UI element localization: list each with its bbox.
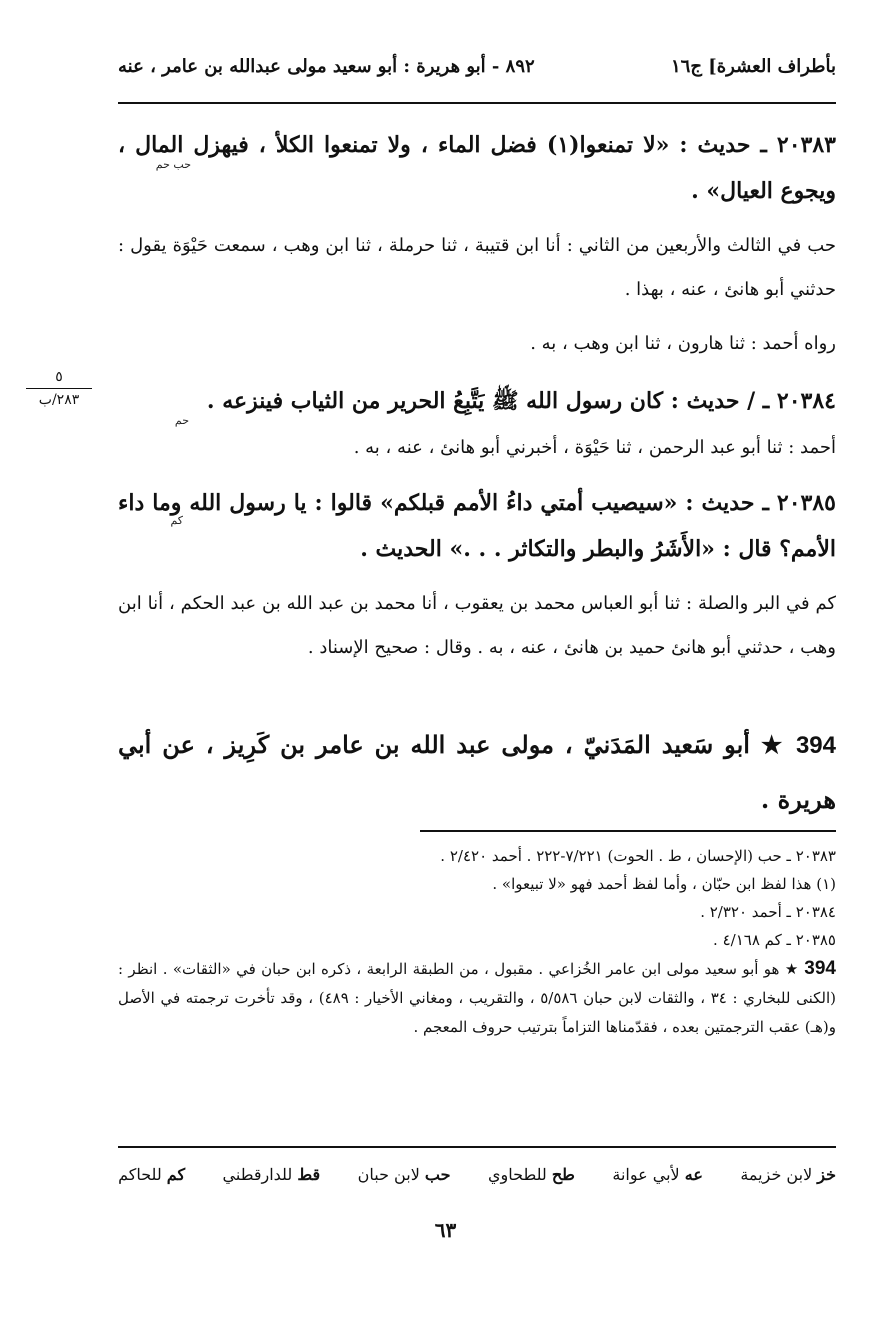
footnote-20383: ٢٠٣٨٣ ـ حب (الإحسان ، ط . الحوت) ٧/٢٢١-٢٢٢ . أحمد ٢/٤٢٠ . — [440, 847, 836, 865]
footnote-394 — [118, 954, 836, 1042]
hadith-20384-source-tag: حم — [174, 414, 189, 427]
header-volume: بأطراف العشرة] ج١٦ — [670, 56, 836, 77]
header-chapter: ٨٩٢ - أبو هريرة : أبو سعيد مولى عبدالله بن عامر ، عنه — [118, 56, 535, 77]
abbrev-hb — [358, 1165, 451, 1184]
hadith-20385-chain: كم في البر والصلة : ثنا أبو العباس محمد بن يعقوب ، أنا محمد بن عبد الله بن عبد الحكم ، أنا ابن وهب ، حدثني أبو هانئ حميد بن هانئ ، عنه ، به . وقال : صحيح الإسناد . — [118, 593, 836, 658]
star-icon: ★ — [760, 730, 785, 759]
narrator-entry-394 — [118, 718, 836, 827]
abbrev-name: للحاكم — [118, 1164, 162, 1184]
hadith-20385-text: ٢٠٣٨٥ ـ حديث : «سيصيب أمتي داءُ الأمم قبلكم» قالوا : يا رسول الله وما داء الأمم؟ قال : «الأَشَرُ والبطر والتكاثر . . .» الحديث . — [118, 490, 836, 562]
header-rule — [118, 102, 836, 104]
footnote-20384: ٢٠٣٨٤ ـ أحمد ٢/٣٢٠ . — [700, 903, 836, 921]
abbreviations-key — [118, 1160, 836, 1188]
running-header — [118, 56, 836, 88]
hadith-20383-chain-1: حب في الثالث والأربعين من الثاني : أنا ابن قتيبة ، ثنا حرملة ، ثنا ابن وهب ، سمعت حَيْوَة يقول : حدثني أبو هانئ ، عنه ، بهذا . — [118, 235, 836, 300]
footnote-star-icon: ★ — [784, 960, 799, 978]
hadith-20384-title — [118, 378, 836, 424]
abbrev-code: حب — [424, 1164, 451, 1184]
footnote-20385: ٢٠٣٨٥ ـ كم ٤/١٦٨ . — [713, 931, 836, 949]
hadith-20383-source-tag: حب حم — [155, 158, 191, 171]
entry-number: 394 — [795, 732, 836, 759]
hadith-20383-title — [118, 122, 836, 214]
abbrev-name: لأبي عوانة — [612, 1164, 680, 1184]
page-number: ٦٣ — [434, 1218, 457, 1242]
hadith-20385-source-tag: كم — [170, 514, 183, 527]
abbrev-code: قط — [297, 1164, 321, 1184]
abbrev-name: لابن حبان — [357, 1164, 420, 1184]
hadith-20384-text: ٢٠٣٨٤ ـ / حديث : كان رسول الله ﷺ يَتَّبِعُ الحرير من الثياب فينزعه . — [206, 388, 836, 414]
abbrev-name: لابن خزيمة — [740, 1164, 813, 1184]
footnote-entry-number: 394 — [804, 958, 836, 979]
abbrev-khz — [740, 1165, 836, 1184]
hadith-20385-title — [118, 480, 836, 572]
abbrev-code: خز — [817, 1164, 836, 1184]
abbreviations-rule — [118, 1146, 836, 1148]
footnote-1: (١) هذا لفظ ابن حبّان ، وأما لفظ أحمد فهو «لا تبيعوا» . — [492, 875, 836, 893]
abbrev-name: للطحاوي — [487, 1164, 547, 1184]
folio-number: ٥ — [55, 369, 63, 385]
abbrev-code: كم — [166, 1164, 186, 1184]
hadith-20383-chain-2: رواه أحمد : ثنا هارون ، ثنا ابن وهب ، به . — [530, 333, 836, 354]
entry-text: أبو سَعيد المَدَنيّ ، مولى عبد الله بن عامر بن كَرِيز ، عن أبي هريرة . — [118, 730, 836, 814]
abbrev-code: طح — [551, 1164, 575, 1184]
abbrev-ah — [612, 1165, 703, 1184]
folio-reference: ٢٨٣/ب — [38, 392, 80, 408]
abbrev-qt — [223, 1165, 321, 1184]
abbrev-name: للدارقطني — [222, 1164, 293, 1184]
footnotes — [118, 842, 836, 1042]
abbrev-code: عه — [684, 1164, 703, 1184]
footnote-394-text: هو أبو سعيد مولى ابن عامر الخُزاعي . مقبول ، من الطبقة الرابعة ، ذكره ابن حبان في «الثقات» . انظر : (الكنى للبخاري : ٣٤ ، والثقات لابن حبان ٥/٥٨٦ ، والتقريب ، ومغاني الأخيار : ٤٨٩) ، وقد تأخرت ترجمته في الأصل و(هـ) عقب الترجمتين بعده ، فقدّمناها التزاماً بترتيب حروف المعجم . — [118, 960, 836, 1036]
hadith-20384-chain: أحمد : ثنا أبو عبد الرحمن ، ثنا حَيْوَة ، أخبرني أبو هانئ ، عنه ، به . — [353, 437, 836, 458]
footnote-rule — [420, 830, 836, 832]
abbrev-th — [488, 1165, 575, 1184]
abbrev-km — [118, 1165, 185, 1184]
hadith-20383-text: ٢٠٣٨٣ ـ حديث : «لا تمنعوا(١) فضل الماء ، ولا تمنعوا الكلأ ، فيهزل المال ، ويجوع العيال» . — [118, 132, 836, 204]
manuscript-folio-note — [26, 368, 92, 409]
folio-divider — [26, 388, 92, 389]
